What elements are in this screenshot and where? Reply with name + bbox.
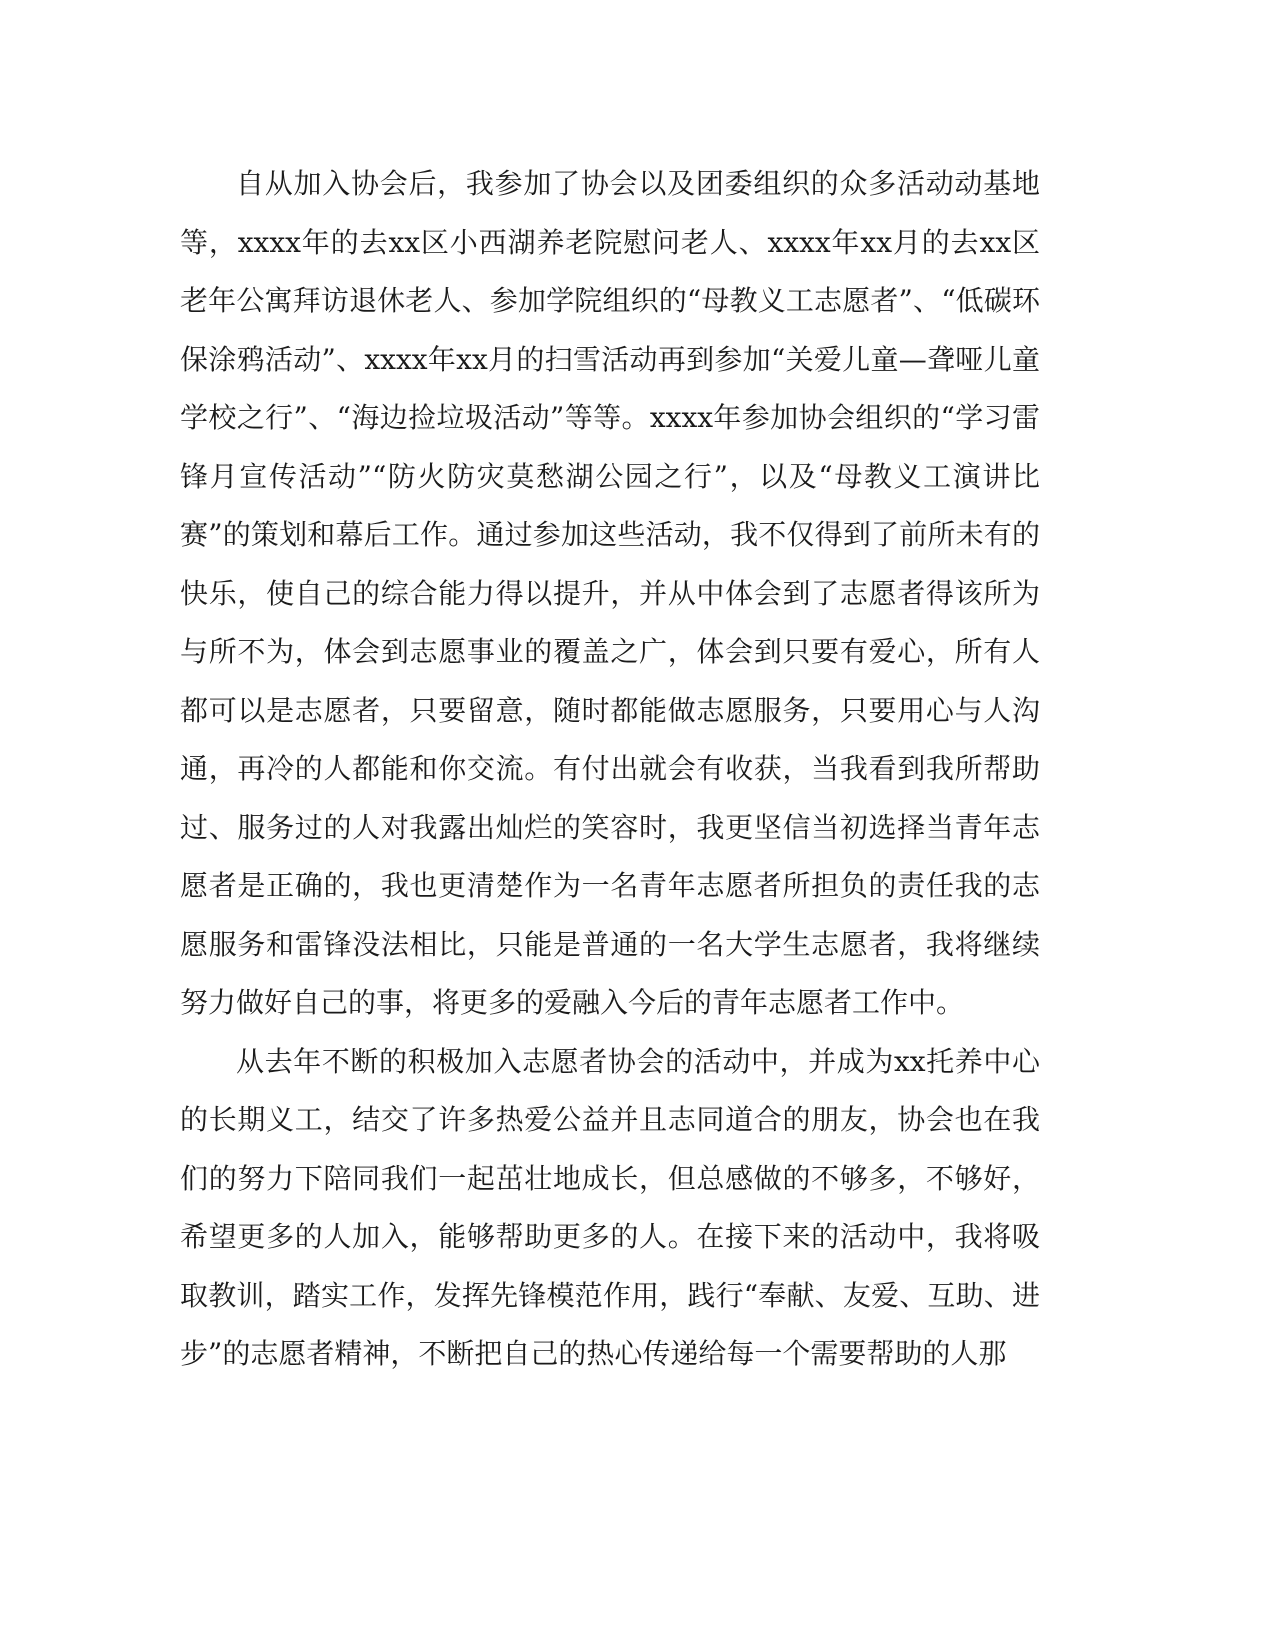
paragraph-volunteer-activities: 自从加入协会后，我参加了协会以及团委组织的众多活动动基地等，xxxx年的去xx区小西湖养老院慰问老人、xxxx年xx月的去xx区老年公寓拜访退休老人、参加学院组织的“母教义工志愿者”、“低碳环保涂鸦活动”、xxxx年xx月的扫雪活动再到参加“关爱儿童—聋哑儿童学校之行”、“海边捡垃圾活动”等等。xxxx年参加协会组织的“学习雷锋月宣传活动”“防火防灾莫愁湖公园之行”，以及“母教义工演讲比赛”的策划和幕后工作。通过参加这些活动，我不仅得到了前所未有的快乐，使自己的综合能力得以提升，并从中体会到了志愿者得该所为与所不为，体会到志愿事业的覆盖之广，体会到只要有爱心，所有人都可以是志愿者，只要留意，随时都能做志愿服务，只要用心与人沟通，再冷的人都能和你交流。有付出就会有收获，当我看到我所帮助过、服务过的人对我露出灿烂的笑容时，我更坚信当初选择当青年志愿者是正确的，我也更清楚作为一名青年志愿者所担负的责任我的志愿服务和雷锋没法相比，只能是普通的一名大学生志愿者，我将继续努力做好自己的事，将更多的爱融入今后的青年志愿者工作中。: [180, 167, 1040, 1019]
document-body: [180, 155, 1040, 1384]
paragraph-future-plans: 从去年不断的积极加入志愿者协会的活动中，并成为xx托养中心的长期义工，结交了许多热爱公益并且志同道合的朋友，协会也在我们的努力下陪同我们一起茁壮地成长，但总感做的不够多，不够好，希望更多的人加入，能够帮助更多的人。在接下来的活动中，我将吸取教训，踏实工作，发挥先锋模范作用，践行“奉献、友爱、互助、进步”的志愿者精神，不断把自己的热心传递给每一个需要帮助的人那: [180, 1044, 1040, 1370]
